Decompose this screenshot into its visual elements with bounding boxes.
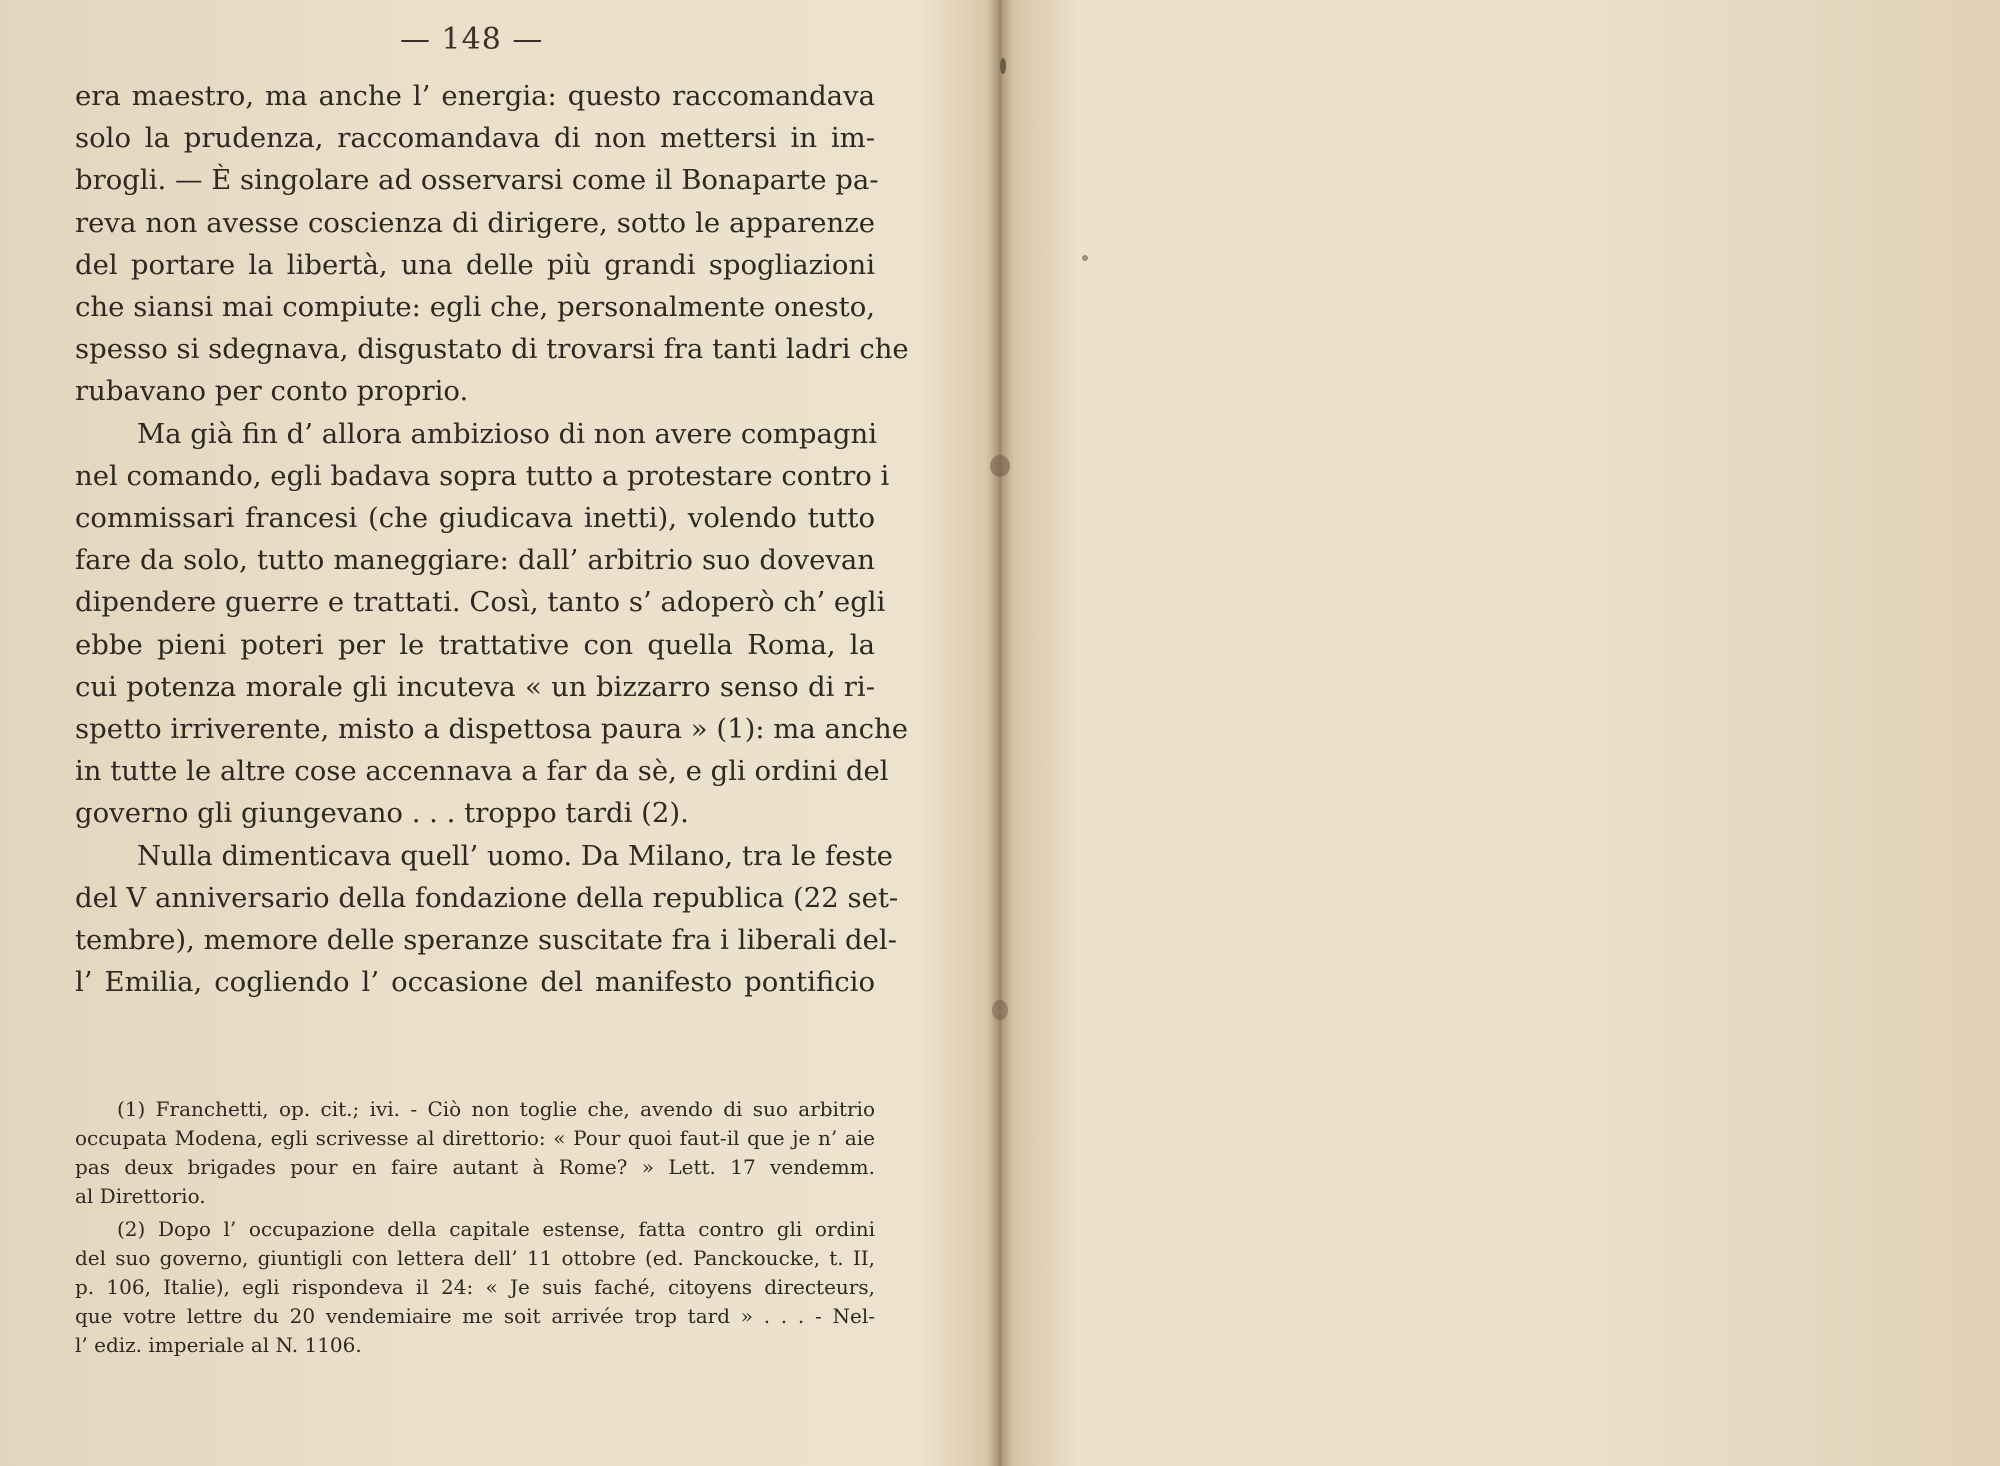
- text-line: tembre), memore delle speranze suscitate fra i liberali del-: [75, 924, 897, 957]
- text-line: in tutte le altre cose accennava a far da sè, e gli ordini del: [75, 755, 889, 788]
- footnote: [75, 1095, 875, 1211]
- text-line: fare da solo, tutto maneggiare: dall’ arbitrio suo dovevan: [75, 544, 875, 577]
- text-line: governo gli giungevano . . . troppo tardi (2).: [75, 797, 689, 830]
- page-number: — 148 —: [400, 22, 544, 57]
- text-line: solo la prudenza, raccomandava di non mettersi in im-: [75, 122, 875, 155]
- text-line: nel comando, egli badava sopra tutto a protestare contro i: [75, 459, 890, 492]
- text-line: spesso si sdegnava, disgustato di trovarsi fra tanti ladri che: [75, 333, 909, 366]
- paper-blemish: [1000, 58, 1006, 74]
- body-text: [75, 75, 909, 1003]
- paper-blemish: [1082, 255, 1088, 261]
- footnote-line: p. 106, Italie), egli rispondeva il 24: « Je suis faché, citoyens directeurs,: [75, 1275, 875, 1299]
- footnote-line: occupata Modena, egli scrivesse al direttorio: « Pour quoi faut-il que je n’ aie: [75, 1126, 875, 1150]
- paper-blemish: [992, 1000, 1008, 1020]
- text-line: spetto irriverente, misto a dispettosa paura » (1): ma anche: [75, 713, 909, 746]
- text-line: del portare la libertà, una delle più grandi spogliazioni: [75, 248, 875, 281]
- text-line: che siansi mai compiute: egli che, personalmente onesto,: [75, 291, 875, 324]
- text-line: Nulla dimenticava quell’ uomo. Da Milano, tra le feste: [137, 839, 893, 872]
- footnote-line: (1) Franchetti, op. cit.; ivi. - Ciò non toglie che, avendo di suo arbitrio: [117, 1097, 875, 1121]
- footnote-line: (2) Dopo l’ occupazione della capitale estense, fatta contro gli ordini: [117, 1217, 875, 1241]
- paper-blemish: [990, 455, 1010, 477]
- footnote-line: del suo governo, giuntigli con lettera dell’ 11 ottobre (ed. Panckoucke, t. II,: [75, 1246, 875, 1270]
- left-page: [0, 0, 995, 1466]
- right-page: [1005, 0, 2000, 1466]
- footnote-line: al Direttorio.: [75, 1184, 206, 1208]
- text-line: rubavano per conto proprio.: [75, 375, 469, 408]
- text-line: cui potenza morale gli incuteva « un bizzarro senso di ri-: [75, 670, 875, 703]
- footnote-line: pas deux brigades pour en faire autant à Rome? » Lett. 17 vendemm.: [75, 1155, 875, 1179]
- text-line: del V anniversario della fondazione della republica (22 set-: [75, 881, 899, 914]
- text-line: ebbe pieni poteri per le trattative con quella Roma, la: [75, 628, 875, 661]
- text-line: l’ Emilia, cogliendo l’ occasione del manifesto pontificio: [75, 966, 875, 999]
- footnotes: [75, 1095, 875, 1364]
- footnote-line: que votre lettre du 20 vendemiaire me soit arrivée trop tard » . . . - Nel-: [75, 1304, 875, 1328]
- text-line: Ma già fin d’ allora ambizioso di non avere compagni: [137, 417, 878, 450]
- text-line: era maestro, ma anche l’ energia: questo raccomandava: [75, 80, 875, 112]
- text-line: commissari francesi (che giudicava inetti), volendo tutto: [75, 502, 875, 535]
- text-line: dipendere guerre e trattati. Così, tanto s’ adoperò ch’ egli: [75, 586, 886, 619]
- text-line: reva non avesse coscienza di dirigere, sotto le apparenze: [75, 206, 875, 239]
- text-line: brogli. — È singolare ad osservarsi come il Bonaparte pa-: [75, 164, 879, 197]
- footnote-line: l’ ediz. imperiale al N. 1106.: [75, 1333, 362, 1357]
- footnote: [75, 1215, 875, 1360]
